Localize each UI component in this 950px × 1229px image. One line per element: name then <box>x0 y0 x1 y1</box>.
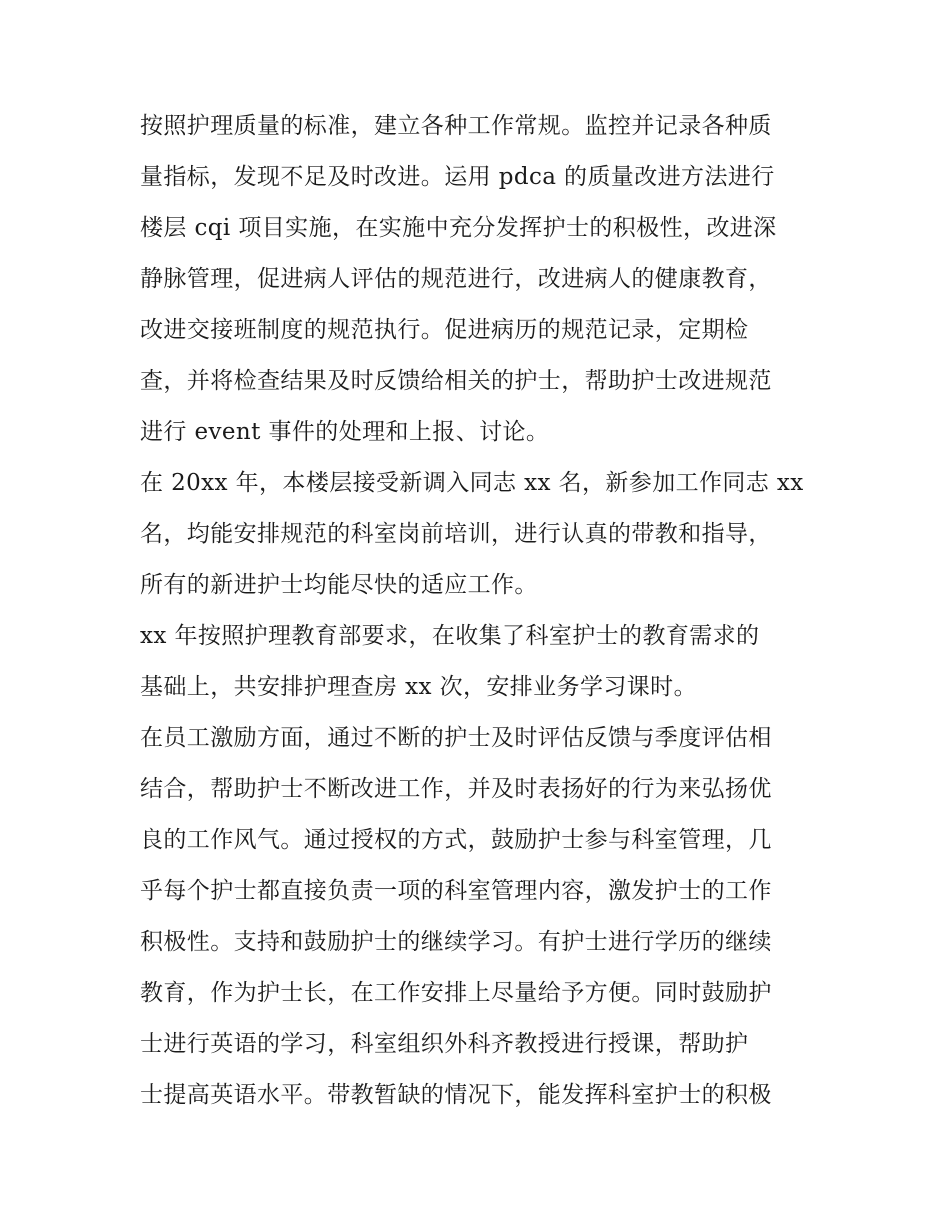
text-line: 在员工激励方面，通过不断的护士及时评估反馈与季度评估相 <box>140 725 772 751</box>
body-text <box>140 101 830 1121</box>
text-line: 静脉管理，促进病人评估的规范进行，改进病人的健康教育， <box>140 266 772 292</box>
text-line: 所有的新进护士均能尽快的适应工作。 <box>140 572 538 598</box>
text-line: xx 年按照护理教育部要求，在收集了科室护士的教育需求的 <box>140 623 760 649</box>
text-line: 按照护理质量的标准，建立各种工作常规。监控并记录各种质 <box>140 113 772 139</box>
text-line: 名，均能安排规范的科室岗前培训，进行认真的带教和指导， <box>140 521 772 547</box>
text-line: 结合，帮助护士不断改进工作，并及时表扬好的行为来弘扬优 <box>140 776 772 802</box>
text-line: 进行 event 事件的处理和上报、讨论。 <box>140 419 550 445</box>
text-line: 积极性。支持和鼓励护士的继续学习。有护士进行学历的继续 <box>140 929 772 955</box>
text-line: 教育，作为护士长，在工作安排上尽量给予方便。同时鼓励护 <box>140 980 772 1006</box>
text-line: 在 20xx 年，本楼层接受新调入同志 xx 名，新参加工作同志 xx <box>140 470 804 496</box>
text-line: 量指标，发现不足及时改进。运用 pdca 的质量改进方法进行 <box>140 164 775 190</box>
text-line: 改进交接班制度的规范执行。促进病历的规范记录，定期检 <box>140 317 749 343</box>
text-line: 乎每个护士都直接负责一项的科室管理内容，激发护士的工作 <box>140 878 772 904</box>
text-line: 查，并将检查结果及时反馈给相关的护士，帮助护士改进规范 <box>140 368 772 394</box>
text-line: 楼层 cqi 项目实施，在实施中充分发挥护士的积极性，改进深 <box>140 215 777 241</box>
text-line: 士提高英语水平。带教暂缺的情况下，能发挥科室护士的积极 <box>140 1082 772 1108</box>
text-line: 士进行英语的学习，科室组织外科齐教授进行授课，帮助护 <box>140 1031 749 1057</box>
text-line: 良的工作风气。通过授权的方式，鼓励护士参与科室管理，几 <box>140 827 772 853</box>
text-line: 基础上，共安排护理查房 xx 次，安排业务学习课时。 <box>140 674 697 700</box>
